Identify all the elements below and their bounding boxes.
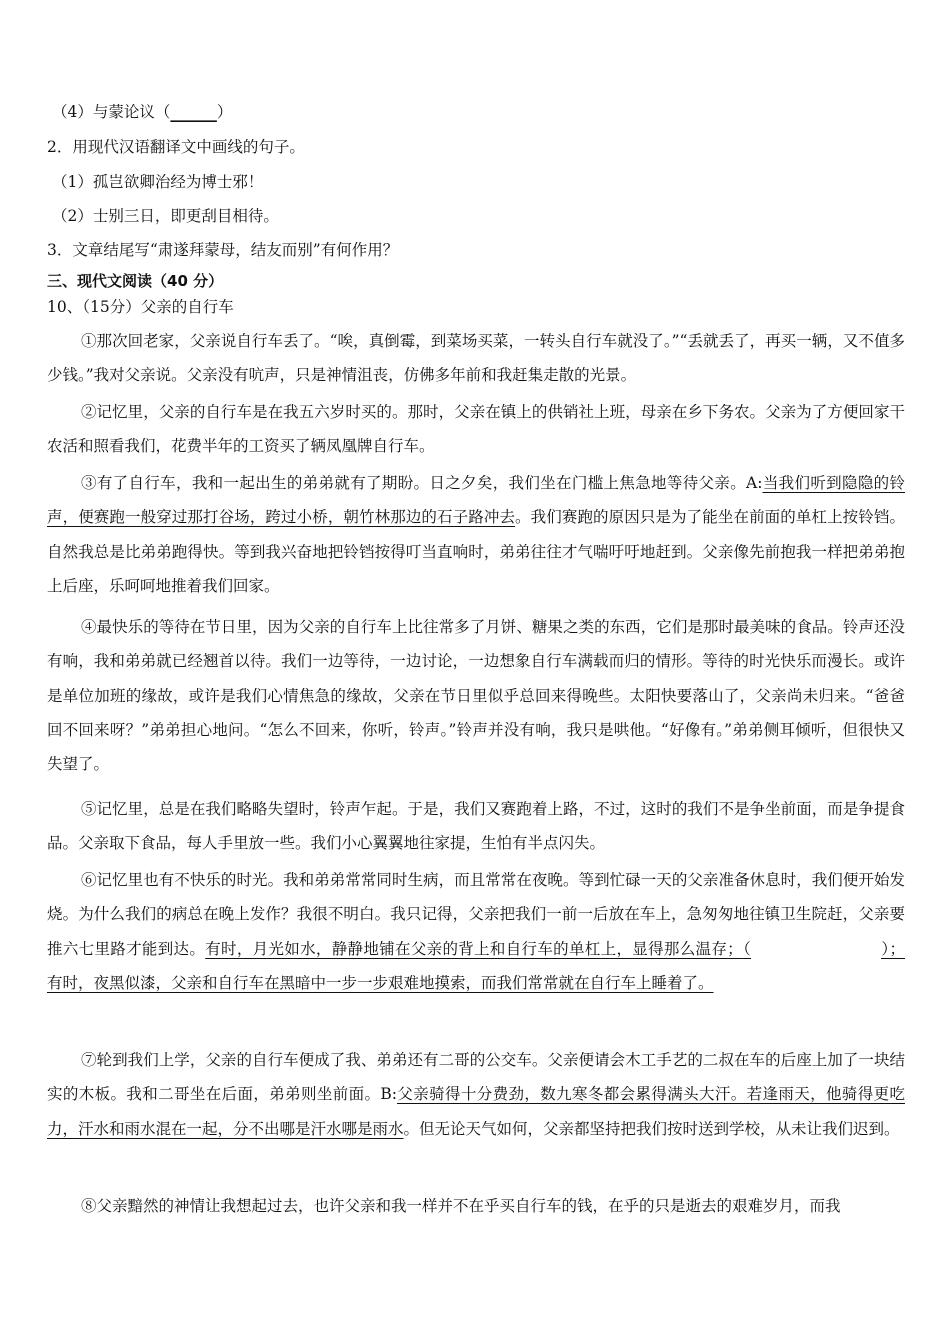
paragraph-3 — [47, 466, 905, 603]
underlined-sentence-b: 父亲骑得十分费劲，数九寒冬都会累得满头大汗。若逢雨天，他骑得更吃力，汗水和雨水混在一起，分不出哪是汗水哪是雨水 — [47, 1085, 905, 1138]
p7-text-b: 。但无论天气如何，父亲都坚持把我们按时送到学校，从未让我们迟到。 — [403, 1119, 900, 1138]
paren-close: ） — [216, 103, 233, 121]
p6-text-a: ⑥记忆里也有不快乐的时光。我和弟弟常常同时生病，而且常常在夜晚。等到忙碌一天的父亲准备休息时，我们便开始发烧。为什么我们的病总在晚上发作？我很不明白。我只记得，父亲把我们一前一后放在车上，急匆匆地往镇卫生院赶，父亲要推六七里路才能到达。 — [47, 871, 905, 958]
question-2-sentence-1: （1）孤岂欲卿治经为博士邪！ — [52, 173, 264, 191]
paren-open: （ — [742, 939, 752, 958]
p7-text-a: ⑦轮到我们上学，父亲的自行车便成了我、弟弟还有二哥的公交车。父亲便请会木工手艺的二叔在车的后座上加了一块结实的木板。我和二哥坐在后面，弟弟则坐前面。B: — [47, 1051, 905, 1104]
paragraph-4: ④最快乐的等待在节日里，因为父亲的自行车上比往常多了月饼、糖果之类的东西，它们是那时最美味的食品。铃声还没有响，我和弟弟就已经翘首以待。我们一边等待，一边讨论，一边想象自行车满载而归的情形。等待的时光快乐而漫长。或许是单位加班的缘故，或许是我们心情焦急的缘故，父亲在节日里似乎总回来得晚些。太阳快要落山了，父亲尚未归来。“爸爸回不回来呀？”弟弟担心地问。“怎么不回来，你听，铃声。”铃声并没有响，我只是哄他。“好像有。”弟弟侧耳倾听，但很快又失望了。 — [47, 618, 905, 774]
paragraph-7 — [47, 1043, 905, 1146]
paragraph-6 — [47, 863, 905, 1000]
section-heading: 三、现代文阅读（40 分） — [47, 272, 224, 290]
p6-underlined-2: ）；有时，夜黑似漆，父亲和自行车在黑暗中一步一步艰难地摸索，而我们常常就在自行车上睡着了。 — [47, 939, 905, 992]
p3-text-b: 。我们赛跑的原因只是为了能坐在前面的单杠上按铃铛。自然我总是比弟弟跑得快。等到我兴奋地把铃铛按得叮当直响时，弟弟往往才气喘吁吁地赶到。父亲像先前抱我一样把弟弟抱上后座，乐呵呵地推着我们回家。 — [47, 508, 905, 595]
item-label: （4）与蒙论议 — [52, 103, 155, 121]
question-10-title: 10、（15分）父亲的自行车 — [47, 298, 234, 316]
question-item-4 — [52, 102, 232, 122]
paragraph-8: ⑧父亲黯然的神情让我想起过去，也许父亲和我一样并不在乎买自行车的钱，在乎的只是逝去的艰难岁月，而我 — [81, 1197, 841, 1215]
answer-blank: ______ — [170, 103, 217, 121]
paragraph-5: ⑤记忆里，总是在我们略略失望时，铃声乍起。于是，我们又赛跑着上路，不过，这时的我们不是争坐前面，而是争提食品。父亲取下食品，每人手里放一些。我们小心翼翼地往家提，生怕有半点闪失。 — [47, 800, 905, 853]
underlined-sentence-a: 当我们听到隐隐的铃声，便赛跑一般穿过那打谷场，跨过小桥，朝竹林那边的石子路冲去 — [47, 474, 905, 527]
question-3: 3．文章结尾写“肃遂拜蒙母，结友而别”有何作用？ — [47, 241, 399, 259]
p6-underlined-1: 有时，月光如水，静静地铺在父亲的背上和自行车的单杠上，显得那么温存； — [205, 939, 743, 958]
p3-text-a: ③有了自行车，我和一起出生的弟弟就有了期盼。日之夕矣，我们坐在门槛上焦急地等待父亲。A: — [81, 474, 763, 492]
paragraph-1: ①那次回老家，父亲说自行车丢了。“唉，真倒霉，到菜场买菜，一转头自行车就没了。”“丢就丢了，再买一辆，又不值多少钱。”我对父亲说。父亲没有吭声，只是神情沮丧，仿佛多年前和我赶集走散的光景。 — [47, 332, 905, 385]
paren-open: （ — [154, 103, 171, 121]
paragraph-2: ②记忆里，父亲的自行车是在我五六岁时买的。那时，父亲在镇上的供销社上班，母亲在乡下务农。父亲为了方便回家干农活和照看我们，花费半年的工资买了辆凤凰牌自行车。 — [47, 403, 905, 456]
question-2-sentence-2: （2）士别三日，即更刮目相待。 — [52, 207, 279, 225]
question-2: 2．用现代汉语翻译文中画线的句子。 — [47, 138, 305, 156]
